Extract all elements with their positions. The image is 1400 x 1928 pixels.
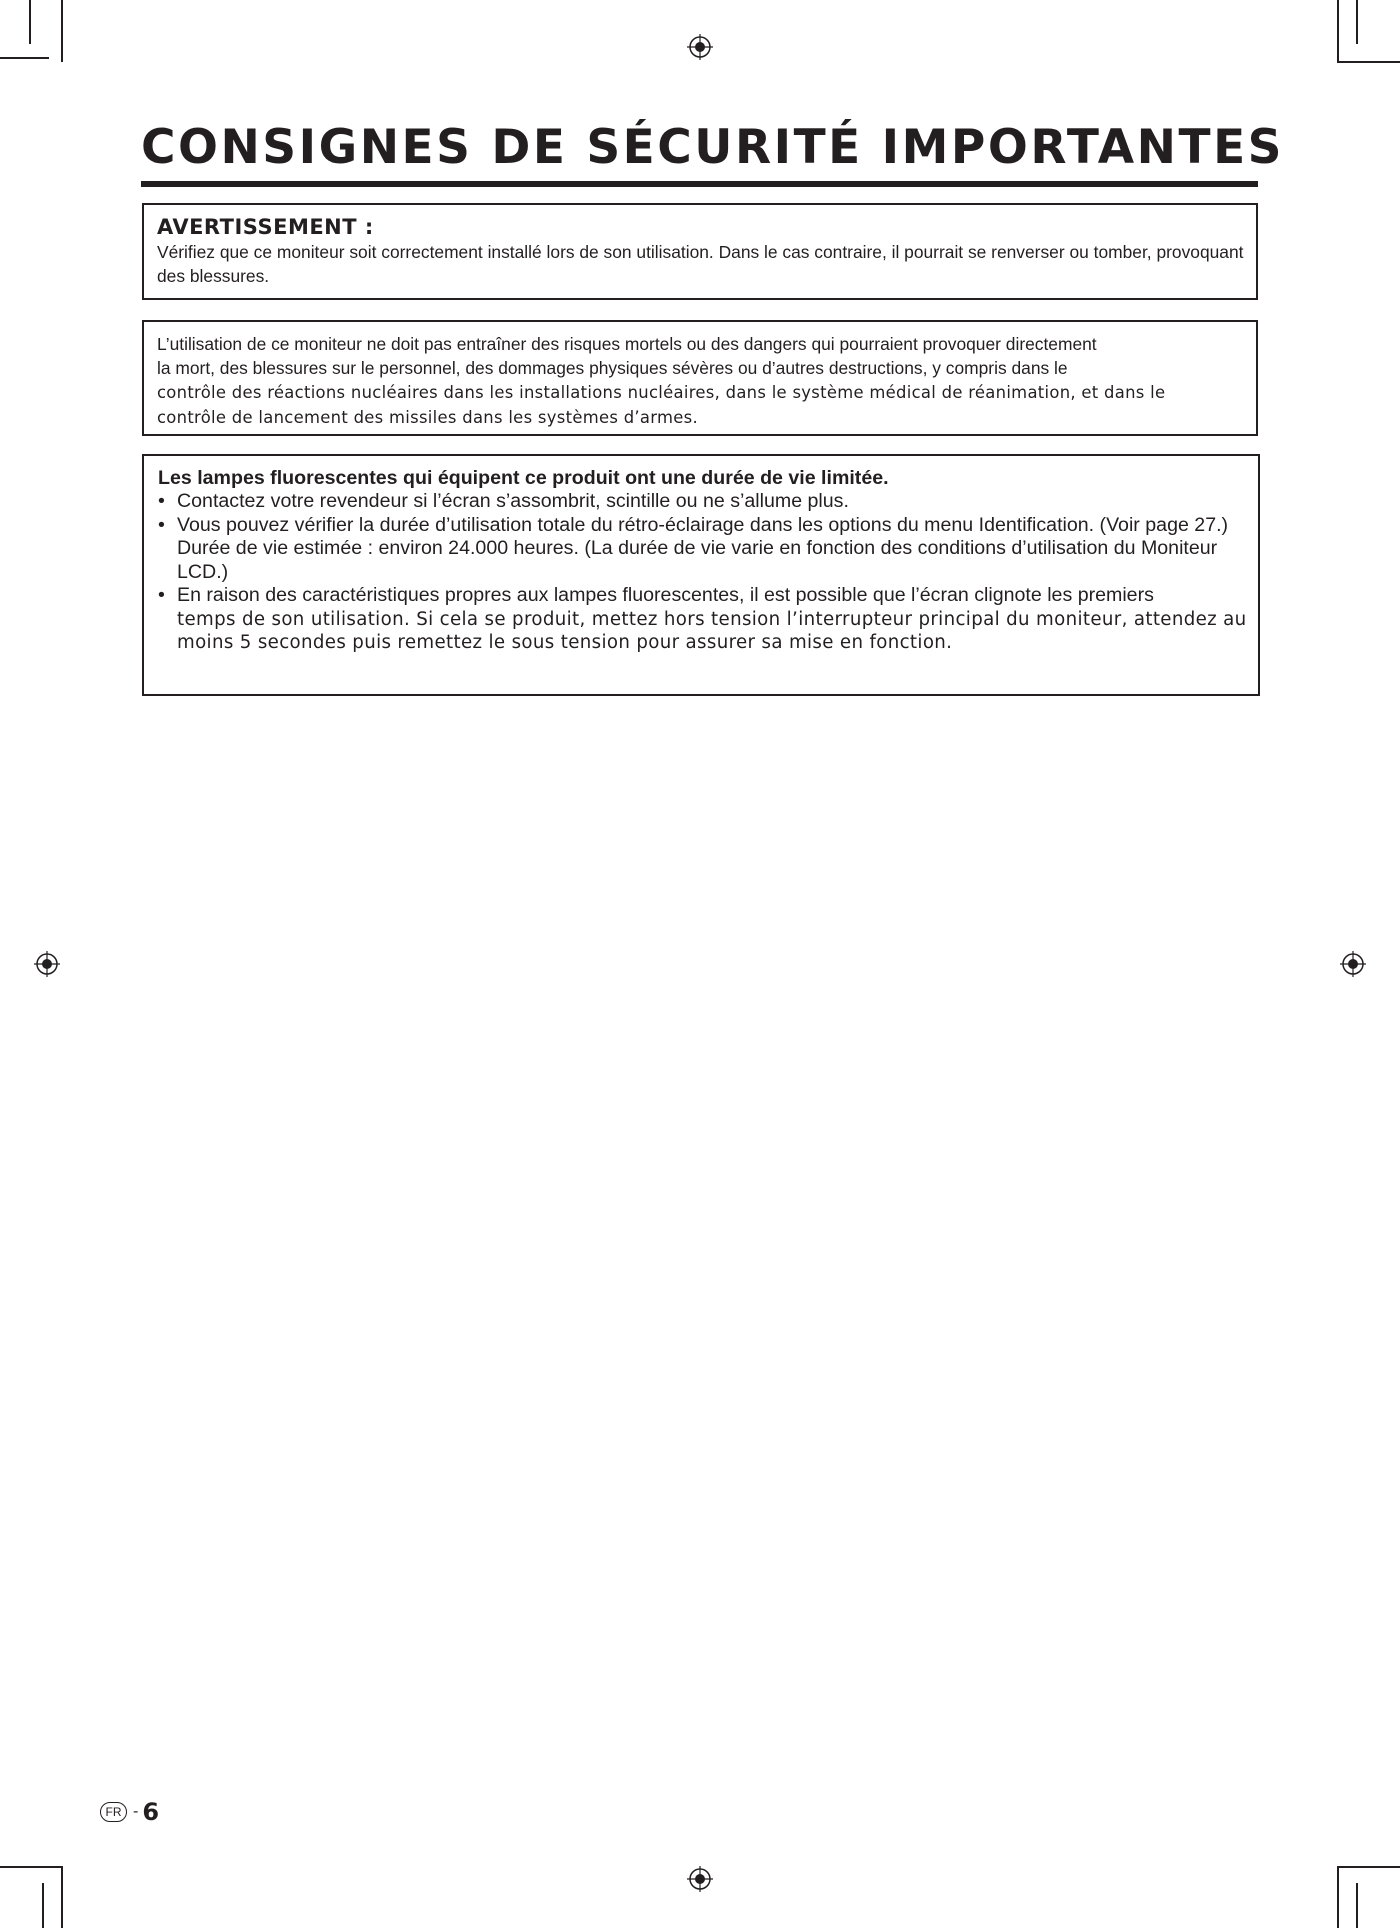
page-title: CONSIGNES DE SÉCURITÉ IMPORTANTES xyxy=(141,120,1285,175)
list-item xyxy=(158,514,1248,585)
page-footer xyxy=(100,1798,159,1826)
registration-mark-icon xyxy=(1340,951,1366,977)
warning-heading: AVERTISSEMENT : xyxy=(157,215,374,239)
registration-mark-icon xyxy=(687,1866,713,1892)
usage-restriction-box xyxy=(142,320,1258,436)
list-item-text: Durée de vie estimée : environ 24.000 heures. (La durée de vie varie en fonction des conditions d’utilisation du Moniteur LCD.) xyxy=(177,537,1218,583)
warning-box xyxy=(142,203,1258,300)
title-rule xyxy=(141,181,1258,187)
lamp-info-box xyxy=(142,454,1260,696)
usage-line: L’utilisation de ce moniteur ne doit pas entraîner des risques mortels ou des dangers qui pourraient provoquer directement xyxy=(157,334,1097,354)
page-number: 6 xyxy=(142,1798,160,1826)
list-item-text: Contactez votre revendeur si l’écran s’assombrit, scintille ou ne s’allume plus. xyxy=(177,490,849,512)
usage-line: la mort, des blessures sur le personnel, des dommages physiques sévères ou d’autres destructions, y compris dans le xyxy=(157,358,1068,378)
language-badge: FR xyxy=(100,1802,127,1822)
bullet: • xyxy=(158,584,165,606)
bullet: • xyxy=(158,513,165,536)
registration-mark-icon xyxy=(687,34,713,60)
list-item xyxy=(158,490,1248,514)
list-item-text: En raison des caractéristiques propres aux lampes fluorescentes, il est possible que l’écran clignote les premiers xyxy=(177,584,1154,606)
list-item xyxy=(158,584,1248,655)
registration-mark-icon xyxy=(34,951,60,977)
lamp-list xyxy=(158,490,1248,655)
list-item-text: Vous pouvez vérifier la durée d’utilisation totale du rétro-éclairage dans les options du menu Identification. (Voir page 27.) xyxy=(177,513,1229,536)
footer-separator: - xyxy=(133,1803,139,1820)
warning-text: Vérifiez que ce moniteur soit correctement installé lors de son utilisation. Dans le cas contraire, il pourrait se renverser ou tomber, provoquant des blessures. xyxy=(157,242,1244,286)
usage-line: contrôle des réactions nucléaires dans les installations nucléaires, dans le système médical de réanimation, et dans le xyxy=(157,383,1166,402)
list-item-text: temps de son utilisation. Si cela se produit, mettez hors tension l’interrupteur principal du moniteur, attendez au moins 5 secondes puis remettez le sous tension pour assurer sa mise en fonction. xyxy=(177,608,1247,653)
lamp-heading: Les lampes fluorescentes qui équipent ce produit ont une durée de vie limitée. xyxy=(158,467,889,489)
bullet: • xyxy=(158,490,165,512)
usage-line: contrôle de lancement des missiles dans les systèmes d’armes. xyxy=(157,408,699,427)
